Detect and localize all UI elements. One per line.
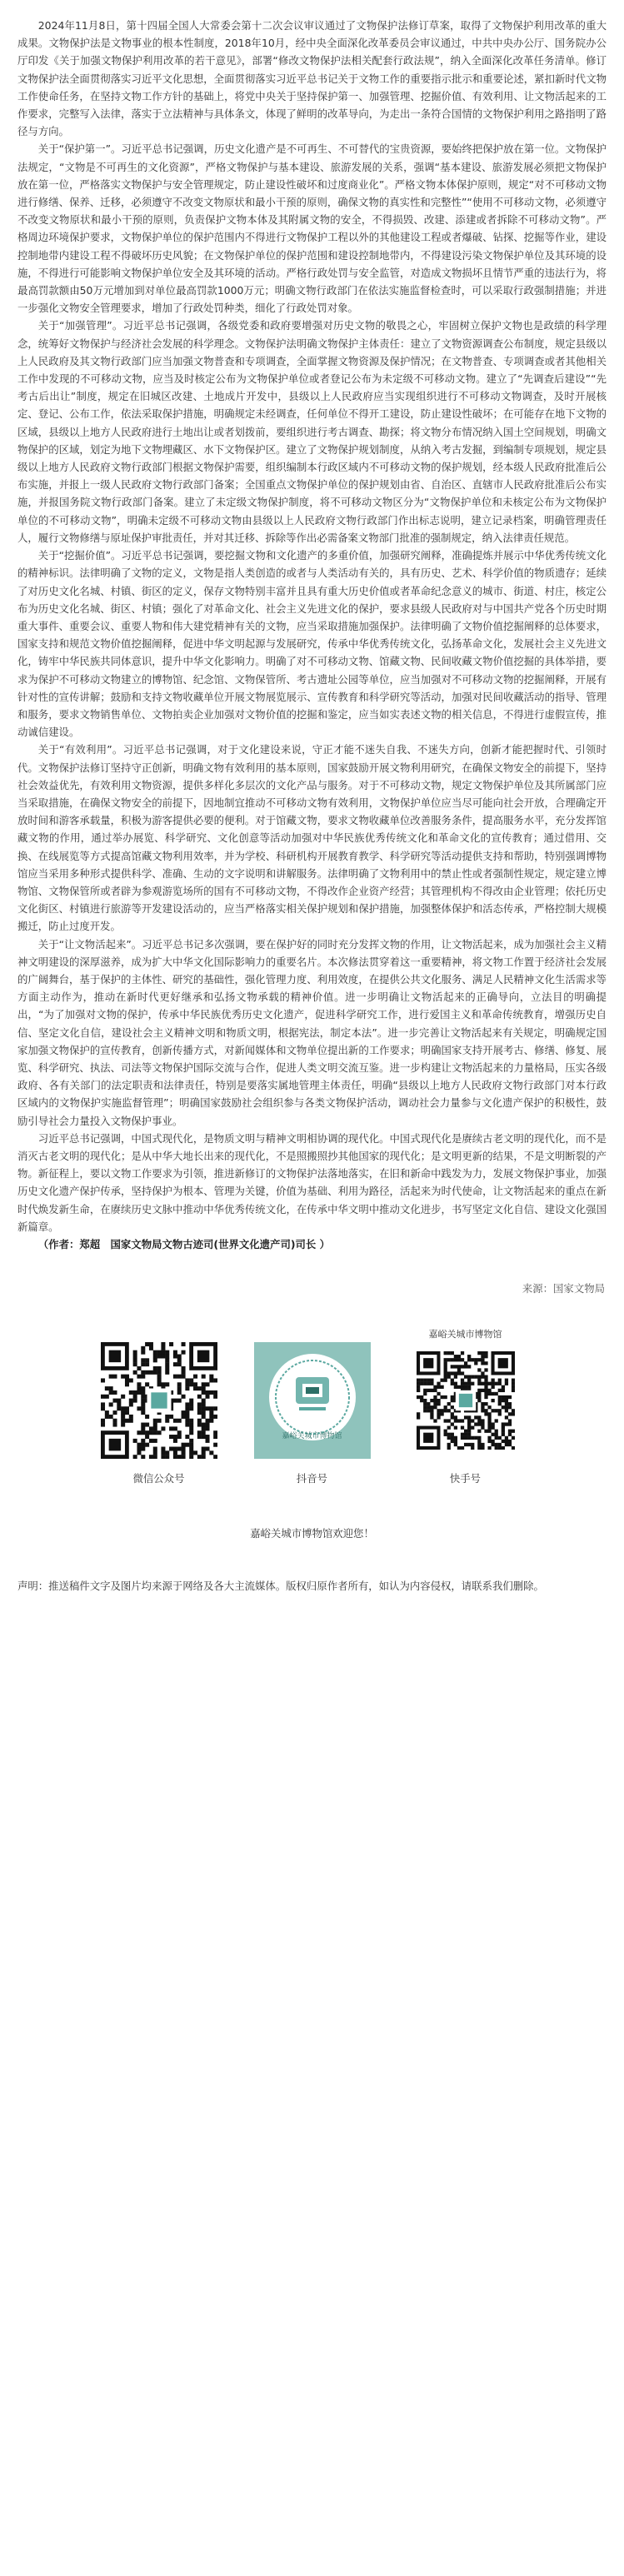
article-body [17, 17, 607, 1253]
qr-card-douyin [254, 1327, 371, 1485]
paragraph-7: 习近平总书记强调，中国式现代化，是物质文明与精神文明相协调的现代化。中国式现代化是赓续古老文明的现代化，而不是消灭古老文明的现代化；是从中华大地长出来的现代化，不是照搬照抄其他国家的现代化；是文明更新的结果，不是文明断裂的产物。新征程上，要以文物工作要求为引领，推进新修订的文物保护法落地落实，在旧和新命中践发为力，发展文物保护事业，加强历史文化遗产保护传承，坚持保护为根本、管理为关键，价值为基础、利用为路径，活起来为时代使命，让文物活起来的重点在新时代焕发新生命，在赓续历史文脉中推动中华优秀传统文化，在传承中华文明中推动文化进步，书写坚定文化自信、建设文化强国新篇章。 [17, 1131, 607, 1233]
paragraph-6: 关于“让文物活起来”。习近平总书记多次强调，要在保护好的同时充分发挥文物的作用，让文物活起来，成为加强社会主义精神文明建设的深厚滋养，成为扩大中华文化国际影响力的重要名片。本次修法贯穿着这一重要精神，将文物工作置于经济社会发展的广阔舞台，基于保护的主体性、研究的基础性，强化管理力度、利用效度，在提供公共文化服务、满足人民精神文化生活需求等方面主动作为，推动在新时代更好继承和弘扬文物承载的精神价值。进一步明确让文物活起来的正确导向，立法目的明确提出，“为了加强对文物的保护，传承中华民族优秀历史文化遗产，促进科学研究工作，进行爱国主义和革命传统教育，增强历史自信、坚定文化自信，建设社会主义精神文明和物质文明，根据宪法，制定本法”。进一步完善让文物活起来有关规定，明确规定国家加强文物保护的宣传教育，创新传播方式，对新闻媒体和文物单位提出新的工作要求；明确国家支持开展考古、修缮、修复、展览、科学研究、执法、司法等文物保护国际交流与合作，促进人类文明交流互鉴。进一步构建让文物活起来的力量格局，压实各级政府、各有关部门的法定职责和法律责任，特别是要落实属地管理主体责任，明确“县级以上地方人民政府文物行政部门对本行政区域内的文物保护实施监督管理”；明确国家鼓励社会组织参与各类文物保护活动，调动社会力量参与文化遗产保护的积极性，鼓励引导社会力量投入文物保护事业。 [17, 937, 607, 1127]
qr-card-kuaishou [407, 1327, 524, 1485]
qr-header-kuaishou: 嘉峪关城市博物馆 [428, 1329, 502, 1340]
source-line: 来源：国家文物局 [522, 1282, 605, 1295]
wechat-qr-code-icon[interactable] [101, 1342, 217, 1459]
qr-pattern-icon [101, 1342, 217, 1459]
author-byline: （作者：郑超 国家文物局文物古迹司(世界文化遗产司)司长 ） [37, 1238, 330, 1251]
qr-label-kuaishou: 快手号 [449, 1472, 482, 1485]
qr-pattern-icon [417, 1351, 515, 1450]
douyin-caption: 嘉峪关城市博物馆 [282, 1432, 342, 1441]
douyin-badge-icon [254, 1342, 371, 1459]
kuaishou-qr-code-icon[interactable] [417, 1351, 515, 1450]
douyin-code-icon[interactable] [254, 1342, 371, 1459]
paragraph-1: 2024年11月8日，第十四届全国人大常委会第十二次会议审议通过了文物保护法修订草案，取得了文物保护利用改革的重大成果。文物保护法是文物事业的根本性制度，2018年10月，经中央全面深化改革委员会审议通过，中共中央办公厅、国务院办公厅印发《关于加强文物保护利用改革的若干意见》，部署“修改文物保护法相关配套行政法规”，纳入全面深化改革任务清单。修订文物保护法全面贯彻落实习近平文化思想，全面贯彻落实习近平总书记关于文物工作的重要指示批示和重要论述，紧扣新时代文物工作使命任务，在坚持文物工作方针的基础上，将党中央关于坚持保护第一、加强管理、挖掘价值、有效利用、让文物活起来的工作要求，完整写入法律，落实于立法精神与具体条文，体现了鲜明的改革导向，为走出一条符合国情的文物保护利用之路指明了路径与方向。 [17, 19, 607, 138]
qr-label-wechat: 微信公众号 [132, 1472, 185, 1485]
paragraph-4: 关于“挖掘价值”。习近平总书记强调，要挖掘文物和文化遗产的多重价值，加强研究阐释，准确提炼并展示中华优秀传统文化的精神标识。法律明确了文物的定义，文物是指人类创造的或者与人类活动有关的，具有历史、艺术、科学价值的物质遗存；延续了对历史文化名城、村镇、街区的定义，保存文物特别丰富并且具有重大历史价值或者革命纪念意义的城市、街道、村庄，核定公布为历史文化名城、街区、村镇；强化了对革命文化、社会主义先进文化的保护，要求县级人民政府对与中国共产党各个历史时期重大事件、重要会议、重要人物和伟大建党精神有关的文物，应当采取措施加强保护。法律明确了文物价值挖掘阐释的总体要求，国家支持和规范文物价值挖掘阐释，促进中华文明起源与发展研究，传承中华优秀传统文化，弘扬革命文化，发展社会主义先进文化，铸牢中华民族共同体意识，提升中华文化影响力。明确了对不可移动文物、馆藏文物、民间收藏文物价值挖掘的具体举措，要求为保护不可移动文物建立的博物馆、纪念馆、文物保管所、考古遗址公园等单位，应当加强对不可移动文物的挖掘阐释，开展有针对性的宣传讲解；鼓励和支持文物收藏单位开展文物展览展示、宣传教育和科学研究等活动，加强对民间收藏活动的指导、管理和服务，要求文物销售单位、文物拍卖企业加强对文物价值的挖掘和鉴定，应当如实表述文物的相关信息，不得进行虚假宣传，推动诚信建设。 [17, 549, 607, 739]
paragraph-2: 关于“保护第一”。习近平总书记强调，历史文化遗产是不可再生、不可替代的宝贵资源，要始终把保护放在第一位。文物保护法规定，“文物是不可再生的文化资源”，严格文物保护与基本建设、旅游发展的关系，强调“基本建设、旅游发展必须把文物保护放在第一位，严格落实文物保护与安全管理规定，防止建设性破坏和过度商业化”。严格文物本体保护原则，规定“对不可移动文物进行修缮、保养、迁移，必须遵守不改变文物原状和最小干预的原则，确保文物的真实性和完整性”“使用不可移动文物，必须遵守不改变文物原状和最小干预的原则，负责保护文物本体及其附属文物的安全，不得损毁、改建、添建或者拆除不可移动文物”。严格周边环境保护要求，文物保护单位的保护范围内不得进行文物保护工程以外的其他建设工程或者爆破、钻探、挖掘等作业，建设控制地带内建设工程不得破坏历史风貌；在文物保护单位的保护范围和建设控制地带内，不得建设污染文物保护单位及其环境的设施，不得进行可能影响文物保护单位安全及其环境的活动。严格行政处罚与安全监管，对造成文物损坏且情节严重的违法行为，将最高罚款额由50万元增加到对单位最高罚款1000万元；明确文物行政部门在依法实施监督检查时，可以采取行政强制措施；并进一步强化文物安全管理要求，增加了行政处罚种类，细化了行政处罚对象。 [17, 142, 607, 315]
welcome-text: 嘉峪关城市博物馆欢迎您！ [250, 1527, 374, 1540]
qr-code-row [17, 1327, 607, 1485]
paragraph-3: 关于“加强管理”。习近平总书记强调，各级党委和政府要增强对历史文物的敬畏之心，牢固树立保护文物也是政绩的科学理念，统筹好文物保护与经济社会发展的科学理念。文物保护法明确文物保护主体责任：建立了文物资源调查公布制度，规定县级以上人民政府及其文物行政部门应当加强文物普查和专项调查，全面掌握文物资源及保护情况；在文物普查、专项调查或者其他相关工作中发现的不可移动文物，应当及时核定公布为文物保护单位或者登记公布为未定级不可移动文物。建立了“先调查后建设”“先考古后出让”制度，规定在旧城区改建、土地成片开发中，县级以上人民政府应当实现组织进行不可移动文物调查，及时开展核定、登记、公布工作，依法采取保护措施，明确规定未经调查，任何单位不得开工建设，防止建设性破坏；在可能存在地下文物的区域，县级以上地方人民政府进行土地出让或者划拨前，要组织进行考古调查、勘探；将文物分布情况纳入国土空间规划，明确文物保护的区域，划定为地下文物埋藏区、水下文物保护区。建立了文物保护规划制度，从纳入考古发掘，到编制专项规划，规定县级以上地方人民政府文物行政部门根据文物保护需要，组织编制本行政区域内不可移动文物的保护规划，经本级人民政府批准后公布实施，并报上一级人民政府文物行政部门备案；全国重点文物保护单位的保护规划由省、自治区、直辖市人民政府批准后公布实施，并报国务院文物行政部门备案。建立了未定级文物保护制度，将不可移动文物区分为“文物保护单位和未核定公布为文物保护单位的不可移动文物”，明确未定级不可移动文物由县级以上人民政府文物行政部门作出标志说明，建立记录档案，明确管理责任人，履行文物修缮与原址保护审批责任，并对其迁移、拆除等作出必需备案文物部门批准的强制规定，纳入法律责任规范。 [17, 319, 607, 544]
qr-card-wechat [101, 1327, 217, 1485]
qr-label-douyin: 抖音号 [296, 1472, 328, 1485]
copyright-notice: 声明：推送稿件文字及图片均来源于网络及各大主流媒体。版权归原作者所有，如认为内容侵权，请联系我们删除。 [17, 1580, 544, 1593]
paragraph-5: 关于“有效利用”。习近平总书记强调，对于文化建设来说，守正才能不迷失自我、不迷失方向，创新才能把握时代、引领时代。文物保护法修订坚持守正创新，明确文物有效利用的基本原则，国家鼓励开展文物利用研究，在确保文物安全的前提下，坚持社会效益优先，有效利用文物资源，提供多样化多层次的文化产品与服务。对于不可移动文物，规定文物保护单位及其所属部门应当采取措施，在确保文物安全的前提下，因地制宜推动不可移动文物有效利用，文物保护单位应当尽可能向社会开放，合理确定开放时间和游客承载量，积极为游客提供必要的便利。对于馆藏文物，要求文物收藏单位改善服务条件，提高服务水平，充分发挥馆藏文物的作用，通过举办展览、科学研究、文化创意等活动加强对中华民族优秀传统文化和革命文化的宣传教育；通过借用、交换、在线展览等方式提高馆藏文物利用效率，并为学校、科研机构开展教育教学、科学研究等活动提供支持和帮助，特别强调博物馆应当采用多种形式提供科学、准确、生动的文字说明和讲解服务。法律明确了文物利用中的禁止性或者强制性规定，规定建立博物馆、文物保管所或者辟为参观游览场所的国有不可移动文物，不得改作企业资产经营；其管理机构不得改由企业管理；依托历史文化街区、村镇进行旅游等开发建设活动的，应当严格落实相关保护规划和保护措施，加强整体保护和活态传承，严格控制大规模搬迁，防止过度开发。 [17, 743, 607, 933]
